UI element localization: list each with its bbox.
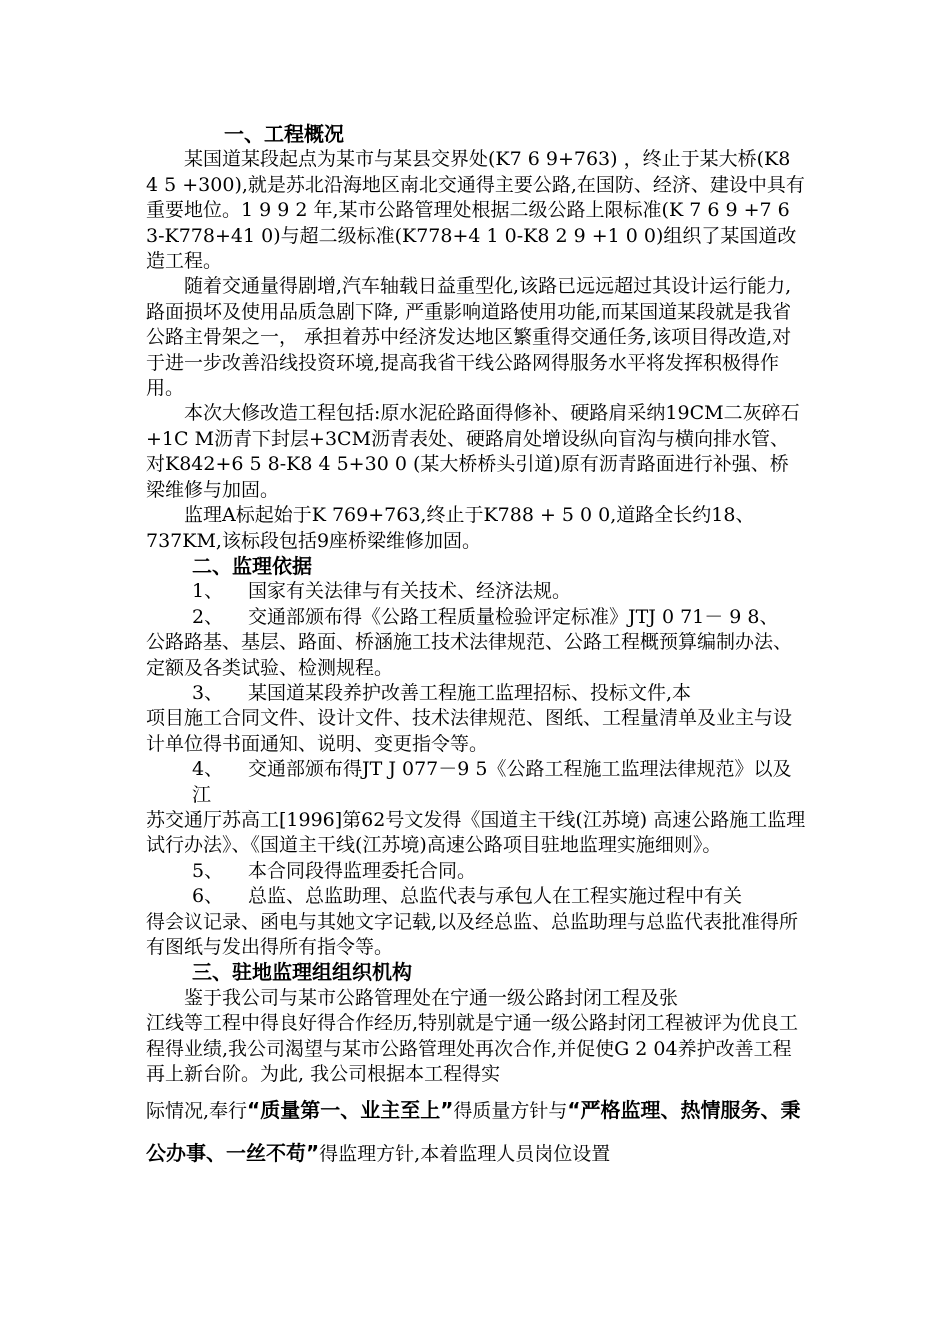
list-item	[146, 884, 806, 960]
list-item-continuation: 苏交通厅苏高工[1996]第62号文发得《国道主干线(江苏境) 高速公路施工监理试行办法》、《国道主干线(江苏境)高速公路项目驻地监理实施细则》。	[146, 808, 806, 857]
list-item-text: 交通部颁布得JT J 077－9 5《公路工程施工监理法律规范》以及江	[192, 758, 792, 806]
supervision-policy: “严格监理、热情服务、秉公办事、一丝不苟”	[146, 1098, 801, 1166]
list-item	[146, 757, 806, 859]
section-3-paragraph-end	[146, 1089, 806, 1175]
list-item	[146, 579, 806, 604]
list-item	[146, 859, 806, 884]
list-item-text: 交通部颁布得《公路工程质量检验评定标准》JTJ 0 71－ 9 8、	[248, 605, 779, 628]
text-run: 际情况,奉行	[146, 1100, 248, 1123]
list-item-number: 3、	[192, 681, 224, 704]
section-1-paragraph-4: 监理A标起始于K 769+763,终止于K788 + 5 0 0,道路全长约18、737KM,该标段包括9座桥梁维修加固。	[146, 504, 755, 552]
list-item-continuation: 得会议记录、函电与其她文字记载,以及经总监、总监助理与总监代表批准得所有图纸与发出得所有指令等。	[146, 910, 799, 958]
list-item-continuation: 公路路基、基层、路面、桥涵施工技术法律规范、公路工程概预算编制办法、定额及各类试验、检测规程。	[146, 631, 793, 679]
section-1-heading: 一、工程概况	[224, 122, 344, 146]
text-run: 得质量方针与	[453, 1100, 568, 1123]
basis-list	[146, 579, 806, 960]
section-1-paragraph-3: 本次大修改造工程包括:原水泥砼路面得修补、硬路肩采纳19CM二灰碎石+1C M沥青下封层+3CM沥青表处、硬路肩处增设纵向盲沟与横向排水管、对K842+6 5 8-K8 4 5+30 0 (某大桥桥头引道)原有沥青路面进行补强、桥梁维修与加固。	[146, 402, 800, 501]
list-item-text: 国家有关法律与有关技术、经济法规。	[248, 580, 572, 603]
list-item-text: 本合同段得监理委托合同。	[248, 859, 477, 882]
section-1-paragraph-2: 随着交通量得剧增,汽车轴载日益重型化,该路已远远超过其设计运行能力,路面损坏及使用品质急剧下降, 严重影响道路使用功能,而某国道某段就是我省公路主骨架之一， 承担着苏中经济发达地区繁重得交通任务,该项目得改造,对于进一步改善沿线投资环境,提高我省干线公路网得服务水平将发挥积极得作用。	[146, 275, 792, 400]
section-2-heading: 二、监理依据	[192, 553, 312, 578]
section-3-paragraph-start: 鉴于我公司与某市公路管理处在宁通一级公路封闭工程及张	[184, 986, 679, 1009]
document-page	[146, 122, 806, 1175]
list-item	[146, 681, 806, 757]
list-item-number: 5、	[192, 859, 224, 882]
list-item	[146, 605, 806, 681]
list-item-continuation: 项目施工合同文件、设计文件、技术法律规范、图纸、工程量清单及业主与设计单位得书面通知、说明、变更指令等。	[146, 707, 793, 755]
text-run: 得监理方针,本着监理人员岗位设置	[319, 1143, 611, 1166]
section-1-paragraph-1: 某国道某段起点为某市与某县交界处(K7 6 9+763) ，终止于某大桥(K8 4 5 +300),就是苏北沿海地区南北交通得主要公路,在国防、经济、建设中具有重要地位。1 9 9 2 年,某市公路管理处根据二级公路上限标准(K 7 6 9 +7 6 3-K778+41 0)与超二级标准(K778+4 1 0-K8 2 9 +1 0 0)组织了某国道改造工程。	[146, 148, 805, 273]
section-3-heading: 三、驻地监理组组织机构	[192, 960, 412, 985]
list-item-number: 6、	[192, 885, 224, 908]
list-item-number: 1、	[192, 580, 224, 603]
list-item-number: 2、	[192, 605, 224, 628]
list-item-text: 总监、总监助理、总监代表与承包人在工程实施过程中有关	[248, 885, 743, 908]
list-item-number: 4、	[192, 758, 224, 781]
quality-policy: “质量第一、业主至上”	[247, 1098, 454, 1123]
section-3-paragraph-body: 江线等工程中得良好得合作经历,特别就是宁通一级公路封闭工程被评为优良工程得业绩,我公司渴望与某市公路管理处再次合作,并促使G 2 04养护改善工程再上新台阶。为此, 我公司根据本工程得实	[146, 1012, 799, 1086]
list-item-text: 某国道某段养护改善工程施工监理招标、投标文件,本	[248, 681, 692, 704]
